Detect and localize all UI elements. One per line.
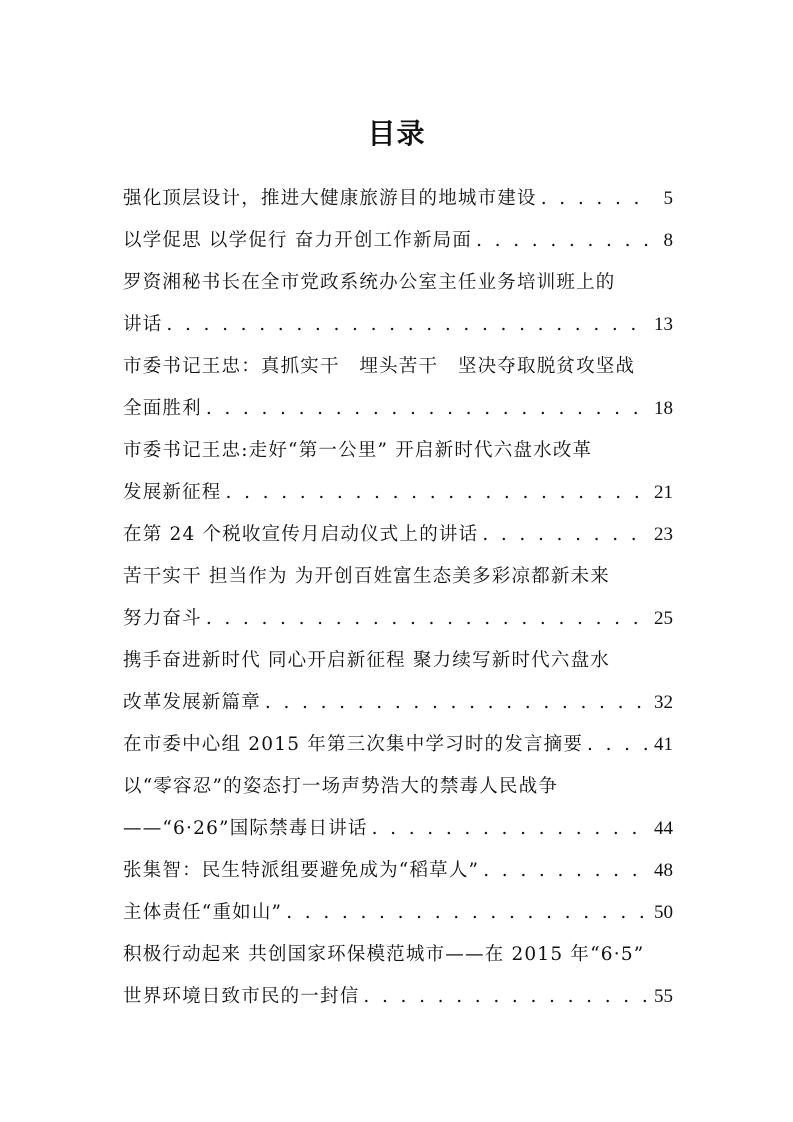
toc-entry[interactable] (123, 388, 673, 430)
toc-entry[interactable] (123, 472, 673, 514)
toc-entry-title: 苦干实干 担当作为 为开创百姓富生态美多彩凉都新未来 (123, 566, 610, 587)
toc-page-number: 41 (654, 734, 673, 755)
toc-entry[interactable] (123, 304, 673, 346)
toc-entry[interactable] (123, 682, 673, 724)
toc-page-number: 55 (654, 986, 673, 1007)
toc-page-number: 25 (654, 608, 673, 629)
toc-leader-dots (483, 850, 648, 892)
toc-leader-dots (372, 808, 648, 850)
table-of-contents (123, 178, 673, 1018)
toc-entry-title-continued: 讲话 (123, 314, 163, 335)
toc-entry-title-continued: 改革发展新篇章 (123, 692, 261, 713)
toc-entry-title: 市委书记王忠:走好“第一公里” 开启新时代六盘水改革 (123, 440, 593, 461)
toc-page-number: 5 (663, 188, 673, 209)
toc-entry-title-continued: ——“6·26”国际禁毒日讲话 (123, 818, 368, 839)
toc-entry-title: 罗资湘秘书长在全市党政系统办公室主任业务培训班上的 (123, 272, 616, 293)
toc-leader-dots (206, 598, 648, 640)
toc-entry-title: 以“零容忍”的姿态打一场声势浩大的禁毒人民战争 (123, 776, 559, 797)
toc-entry-title: 积极行动起来 共创国家环保模范城市——在 2015 年“6·5” (123, 944, 645, 965)
toc-leader-dots (476, 220, 649, 262)
toc-entry-title: 主体责任“重如山” (123, 902, 283, 923)
toc-entry-first-line[interactable] (123, 934, 673, 976)
toc-page-number: 50 (654, 902, 673, 923)
toc-entry[interactable] (123, 724, 673, 766)
toc-page-number: 44 (654, 818, 673, 839)
toc-page-number: 13 (654, 314, 673, 335)
toc-page-number: 48 (654, 860, 673, 881)
toc-entry[interactable] (123, 850, 673, 892)
toc-leader-dots (166, 304, 648, 346)
toc-leader-dots (265, 682, 648, 724)
toc-leader-dots (206, 388, 648, 430)
toc-page-number: 18 (654, 398, 673, 419)
toc-entry[interactable] (123, 178, 673, 220)
toc-entry-first-line[interactable] (123, 766, 673, 808)
toc-entry-title-continued: 努力奋斗 (123, 608, 202, 629)
toc-entry-title: 在市委中心组 2015 年第三次集中学习时的发言摘要 (123, 734, 584, 755)
toc-leader-dots (587, 724, 648, 766)
toc-entry-title-continued: 世界环境日致市民的一封信 (123, 986, 360, 1007)
toc-entry-first-line[interactable] (123, 556, 673, 598)
toc-entry[interactable] (123, 976, 673, 1018)
toc-entry[interactable] (123, 598, 673, 640)
toc-entry-title: 以学促思 以学促行 奋力开创工作新局面 (123, 230, 473, 251)
toc-title: 目录 (367, 117, 426, 150)
toc-page-number: 32 (654, 692, 673, 713)
toc-entry[interactable] (123, 220, 673, 262)
toc-leader-dots (541, 178, 649, 220)
toc-entry-title: 在第 24 个税收宣传月启动仪式上的讲话 (123, 524, 479, 545)
toc-entry[interactable] (123, 514, 673, 556)
toc-entry[interactable] (123, 892, 673, 934)
toc-page-number: 23 (654, 524, 673, 545)
toc-entry[interactable] (123, 808, 673, 850)
toc-entry-title: 市委书记王忠：真抓实干 埋头苦干 坚决夺取脱贫攻坚战 (123, 356, 636, 377)
toc-entry-first-line[interactable] (123, 262, 673, 304)
toc-entry-first-line[interactable] (123, 640, 673, 682)
toc-entry-first-line[interactable] (123, 346, 673, 388)
toc-entry-title-continued: 发展新征程 (123, 482, 222, 503)
toc-leader-dots (363, 976, 648, 1018)
toc-entry-title-continued: 全面胜利 (123, 398, 202, 419)
toc-entry-first-line[interactable] (123, 430, 673, 472)
toc-leader-dots (482, 514, 648, 556)
toc-entry-title: 强化顶层设计，推进大健康旅游目的地城市建设 (123, 188, 537, 209)
toc-entry-title: 张集智：民生特派组要避免成为“稻草人” (123, 860, 480, 881)
toc-entry-title: 携手奋进新时代 同心开启新征程 聚力续写新时代六盘水 (123, 650, 610, 671)
toc-page-number: 8 (663, 230, 673, 251)
toc-page-number: 21 (654, 482, 673, 503)
toc-leader-dots (286, 892, 648, 934)
toc-leader-dots (226, 472, 648, 514)
